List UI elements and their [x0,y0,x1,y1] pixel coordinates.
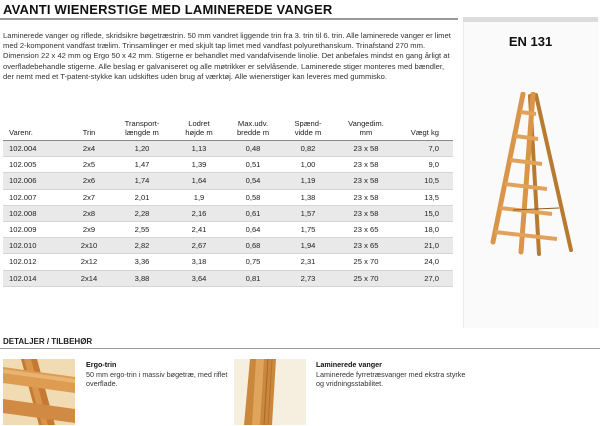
table-cell: 23 x 58 [335,189,397,205]
table-cell: 2,31 [281,254,335,270]
table-cell: 2x4 [67,141,111,157]
table-cell: 1,38 [281,189,335,205]
detail-title-laminated: Laminerede vanger [316,360,382,369]
table-cell: 2x14 [67,270,111,286]
table-cell: 2,73 [281,270,335,286]
description-text: Laminerede vanger og riflede, skridsikre bøgetræstrin. 50 mm vandret liggende trin fra 3. trin til 6. trin. Alle laminerede vanger er limet med 2-komponent vandfast trælim. Trinsamlinger er med skjult tap limet med vandfast polyurethanskum. Trinafstand 270 mm. Dimension 22 x 42 mm og Ergo 50 x 42 mm. Stigerne er behandlet med vandafvisende linolie. Det anbefales mindst en gang årligt at overfladebehandle stigerne. Alle beslag er galvaniseret og alle møtrikker er selvlåsende. Laminerede stiger monteres med bændler, der nemt med et T-patent-stykke kan udskiftes uden brug af værktøj. Alle wienerstiger kan leveres med gummisko. [3,31,451,81]
column-header [173,119,225,141]
table-cell: 18,0 [397,221,453,237]
column-header-text: Vægt kg [410,128,439,137]
table-cell: 1,00 [281,157,335,173]
table-cell: 2,28 [111,205,173,221]
table-cell: 1,64 [173,173,225,189]
table-cell: 7,0 [397,141,453,157]
table-cell: 1,94 [281,238,335,254]
table-cell: 0,82 [281,141,335,157]
column-header-text: Varenr. [9,128,33,137]
table-cell: 2x7 [67,189,111,205]
table-cell: 0,68 [225,238,281,254]
table-cell: 0,81 [225,270,281,286]
table-row [3,270,453,286]
table-cell: 10,5 [397,173,453,189]
table-cell: 2x10 [67,238,111,254]
table-cell: 102.008 [3,205,67,221]
column-header-text: Vangedim. [348,119,384,128]
column-header [3,119,67,141]
table-cell: 1,74 [111,173,173,189]
table-row [3,173,453,189]
table-cell: 102.009 [3,221,67,237]
table-cell: 21,0 [397,238,453,254]
table-cell: 0,54 [225,173,281,189]
table-row [3,221,453,237]
table-cell: 23 x 58 [335,141,397,157]
column-header-text: længde m [125,128,159,137]
ergo-step-photo [3,359,75,425]
table-cell: 23 x 58 [335,173,397,189]
table-cell: 0,61 [225,205,281,221]
table-cell: 102.005 [3,157,67,173]
table-cell: 2x12 [67,254,111,270]
table-row [3,157,453,173]
column-header [111,119,173,141]
table-cell: 2,67 [173,238,225,254]
detail-text-ergo: 50 mm ergo-trin i massiv bøgetræ, med riflet overflade. [86,369,228,389]
table-cell: 27,0 [397,270,453,286]
column-header-text: Trin [82,128,96,137]
detail-title-ergo: Ergo-trin [86,360,117,369]
column-header [225,119,281,141]
spec-table-header [3,119,453,141]
details-rule [0,348,600,349]
table-cell: 2,55 [111,221,173,237]
table-cell: 25 x 70 [335,270,397,286]
table-cell: 1,20 [111,141,173,157]
table-cell: 15,0 [397,205,453,221]
column-header-text: Transport- [124,119,160,128]
table-cell: 102.004 [3,141,67,157]
table-cell: 25 x 70 [335,254,397,270]
column-header-text: mm [359,128,373,137]
table-cell: 1,9 [173,189,225,205]
column-header [335,119,397,141]
table-cell: 1,39 [173,157,225,173]
column-header-text: Lodret [188,119,210,128]
table-cell: 2x5 [67,157,111,173]
table-cell: 23 x 58 [335,205,397,221]
table-cell: 23 x 65 [335,238,397,254]
standard-label: EN 131 [508,34,553,49]
table-cell: 3,64 [173,270,225,286]
table-cell: 0,51 [225,157,281,173]
table-cell: 1,19 [281,173,335,189]
spec-table-body [3,141,453,287]
table-cell: 102.007 [3,189,67,205]
detail-caption-ergo [86,360,236,389]
table-cell: 102.014 [3,270,67,286]
table-row [3,205,453,221]
column-header-text: Max.udv. [237,119,269,128]
table-cell: 24,0 [397,254,453,270]
table-cell: 0,75 [225,254,281,270]
description [3,31,453,82]
table-cell: 0,58 [225,189,281,205]
table-cell: 0,64 [225,221,281,237]
stepladder-image [489,92,575,260]
table-cell: 9,0 [397,157,453,173]
table-row [3,238,453,254]
table-cell: 1,75 [281,221,335,237]
table-cell: 102.012 [3,254,67,270]
column-header [281,119,335,141]
table-cell: 2,01 [111,189,173,205]
table-cell: 2,41 [173,221,225,237]
table-cell: 23 x 58 [335,157,397,173]
table-cell: 102.006 [3,173,67,189]
table-cell: 2,16 [173,205,225,221]
column-header-text: højde m [185,128,213,137]
column-header [397,119,453,141]
table-row [3,141,453,157]
details-title: DETALJER / TILBEHØR [3,337,93,346]
title-rule [0,18,458,20]
detail-caption-laminated [316,360,466,389]
table-cell: 1,57 [281,205,335,221]
column-header-text: Spænd- [294,119,322,128]
table-cell: 23 x 65 [335,221,397,237]
table-cell: 2,82 [111,238,173,254]
column-header-text: bredde m [236,128,270,137]
table-row [3,254,453,270]
table-cell: 1,47 [111,157,173,173]
table-cell: 3,36 [111,254,173,270]
table-cell: 0,48 [225,141,281,157]
page-title: AVANTI WIENERSTIGE MED LAMINEREDE VANGER [3,2,333,17]
side-panel-bar [463,17,598,22]
table-cell: 102.010 [3,238,67,254]
table-cell: 1,13 [173,141,225,157]
spec-table [3,119,453,287]
table-cell: 2x6 [67,173,111,189]
table-row [3,189,453,205]
column-header [67,119,111,141]
table-cell: 3,88 [111,270,173,286]
column-header-text: vidde m [294,128,322,137]
table-cell: 13,5 [397,189,453,205]
laminated-rail-photo [234,359,306,425]
table-cell: 2x9 [67,221,111,237]
table-cell: 2x8 [67,205,111,221]
table-cell: 3,18 [173,254,225,270]
detail-text-laminated: Laminerede fyrretræsvanger med ekstra styrke og vridningsstabilitet. [316,369,466,389]
